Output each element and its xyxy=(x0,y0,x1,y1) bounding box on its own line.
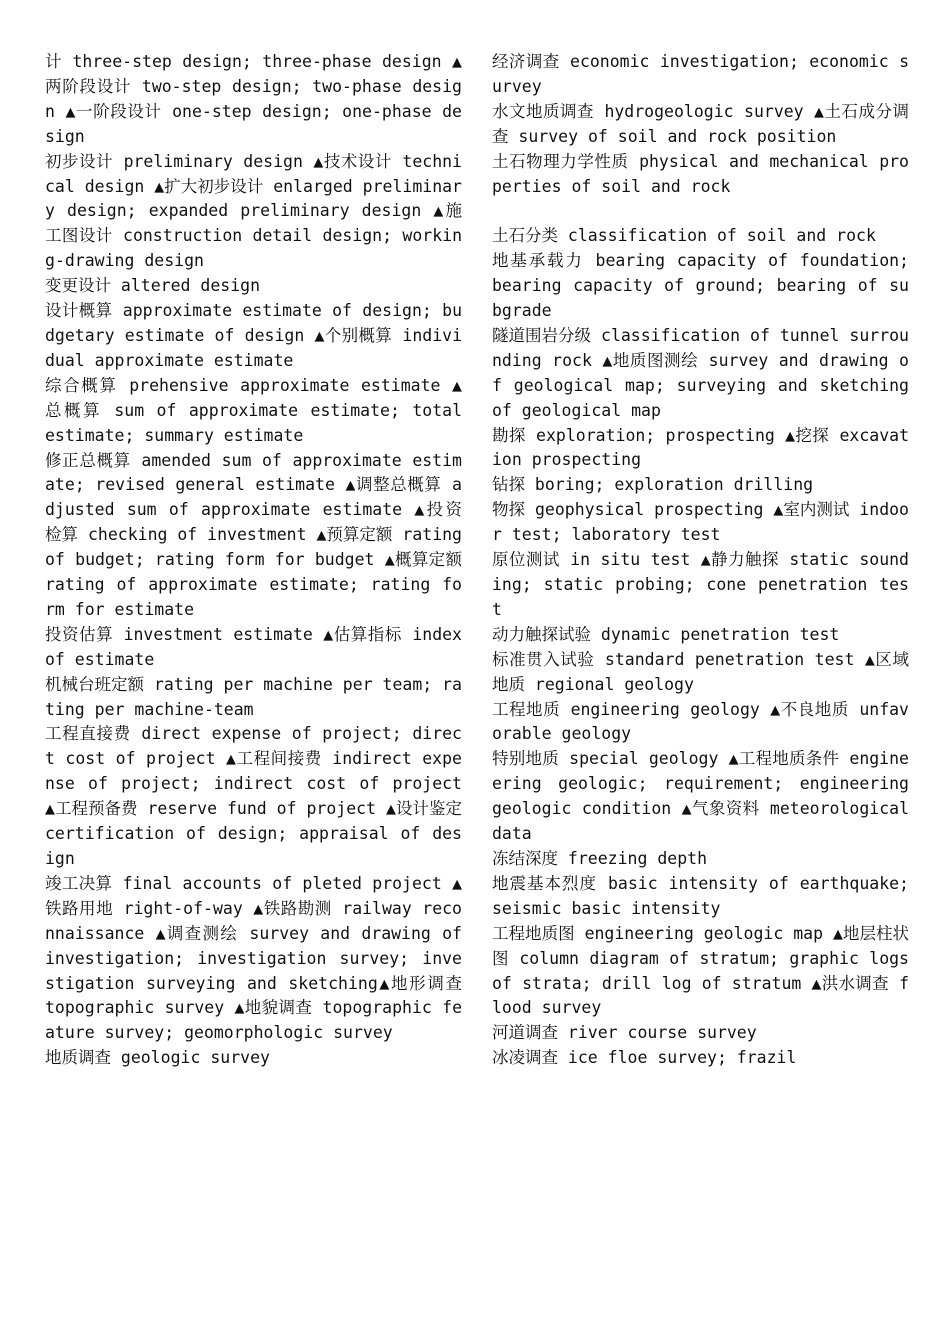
glossary-entry: 隧道围岩分级 classification of tunnel surrounding rock ▲地质图测绘 survey and drawing of geological map; surveying and sketching of geological map xyxy=(492,325,909,420)
glossary-entry: 投资估算 investment estimate ▲估算指标 index of estimate xyxy=(45,624,462,669)
glossary-entry: 动力触探试验 dynamic penetration test xyxy=(492,624,840,644)
glossary-entry: 物探 geophysical prospecting ▲室内测试 indoor test; laboratory test xyxy=(492,500,909,545)
glossary-entry: 特别地质 special geology ▲工程地质条件 engineering geologic; requirement; engineering geologic condition ▲气象资料 meteorological data xyxy=(492,749,909,844)
glossary-entry: 河道调查 river course survey xyxy=(492,1023,757,1043)
glossary-entry: 竣工决算 final accounts of pleted project ▲铁路用地 right-of-way ▲铁路勘测 railway reconnaissance ▲调查测绘 survey and drawing of investigation; investigation survey; investigation surveying and sketching▲地形调查 topographic survey ▲地貌调查 topographic feature survey; geomorphologic survey xyxy=(45,873,462,1043)
glossary-entry: 地质调查 geologic survey xyxy=(45,1048,270,1068)
right-column xyxy=(492,50,909,1300)
glossary-entry: 修正总概算 amended sum of approximate estimate; revised general estimate ▲调整总概算 adjusted sum of approximate estimate ▲投资检算 checking of investment ▲预算定额 rating of budget; rating form for budget ▲概算定额 rating of approximate estimate; rating form for estimate xyxy=(45,450,462,619)
glossary-entry: 勘探 exploration; prospecting ▲挖探 excavation prospecting xyxy=(492,425,909,470)
glossary-entry: 冰凌调查 ice floe survey; frazil xyxy=(492,1048,797,1068)
left-column xyxy=(45,50,462,1300)
glossary-entry: 地基承载力 bearing capacity of foundation; bearing capacity of ground; bearing of subgrade xyxy=(492,251,909,321)
glossary-entry: 初步设计 preliminary design ▲技术设计 technical design ▲扩大初步设计 enlarged preliminary design; expanded preliminary design ▲施工图设计 construction detail design; working-drawing design xyxy=(45,151,462,271)
glossary-entry: 机械台班定额 rating per machine per team; rating per machine-team xyxy=(45,674,462,719)
glossary-entry: 冻结深度 freezing depth xyxy=(492,848,708,868)
glossary-entry: 工程直接费 direct expense of project; direct cost of project ▲工程间接费 indirect expense of project; indirect cost of project ▲工程预备费 reserve fund of project ▲设计鉴定 certification of design; appraisal of design xyxy=(45,724,462,868)
glossary-entry: 综合概算 prehensive approximate estimate ▲总概算 sum of approximate estimate; total estimate; summary estimate xyxy=(45,375,462,445)
glossary-entry: 钻探 boring; exploration drilling xyxy=(492,475,814,495)
glossary-entry: 标准贯入试验 standard penetration test ▲区域地质 regional geology xyxy=(492,649,909,694)
glossary-entry: 土石分类 classification of soil and rock xyxy=(492,226,876,246)
glossary-entry: 工程地质 engineering geology ▲不良地质 unfavorable geology xyxy=(492,699,909,744)
glossary-entry: 原位测试 in situ test ▲静力触探 static sounding; static probing; cone penetration test xyxy=(492,550,909,619)
glossary-entry: 地震基本烈度 basic intensity of earthquake; seismic basic intensity xyxy=(492,873,909,918)
blank-line xyxy=(492,199,909,224)
glossary-entry: 设计概算 approximate estimate of design; budgetary estimate of design ▲个别概算 individual approximate estimate xyxy=(45,301,462,370)
glossary-entry: 水文地质调查 hydrogeologic survey ▲土石成分调查 survey of soil and rock position xyxy=(492,101,909,146)
glossary-entry: 工程地质图 engineering geologic map ▲地层柱状图 column diagram of stratum; graphic logs of strata; drill log of stratum ▲洪水调查 flood survey xyxy=(492,923,909,1018)
glossary-entry: 计 three-step design; three-phase design ▲两阶段设计 two-step design; two-phase design ▲一阶段设计 one-step design; one-phase design xyxy=(45,52,462,146)
glossary-entry: 土石物理力学性质 physical and mechanical properties of soil and rock xyxy=(492,151,909,196)
glossary-entry: 变更设计 altered design xyxy=(45,276,261,296)
glossary-entry: 经济调查 economic investigation; economic survey xyxy=(492,52,909,96)
